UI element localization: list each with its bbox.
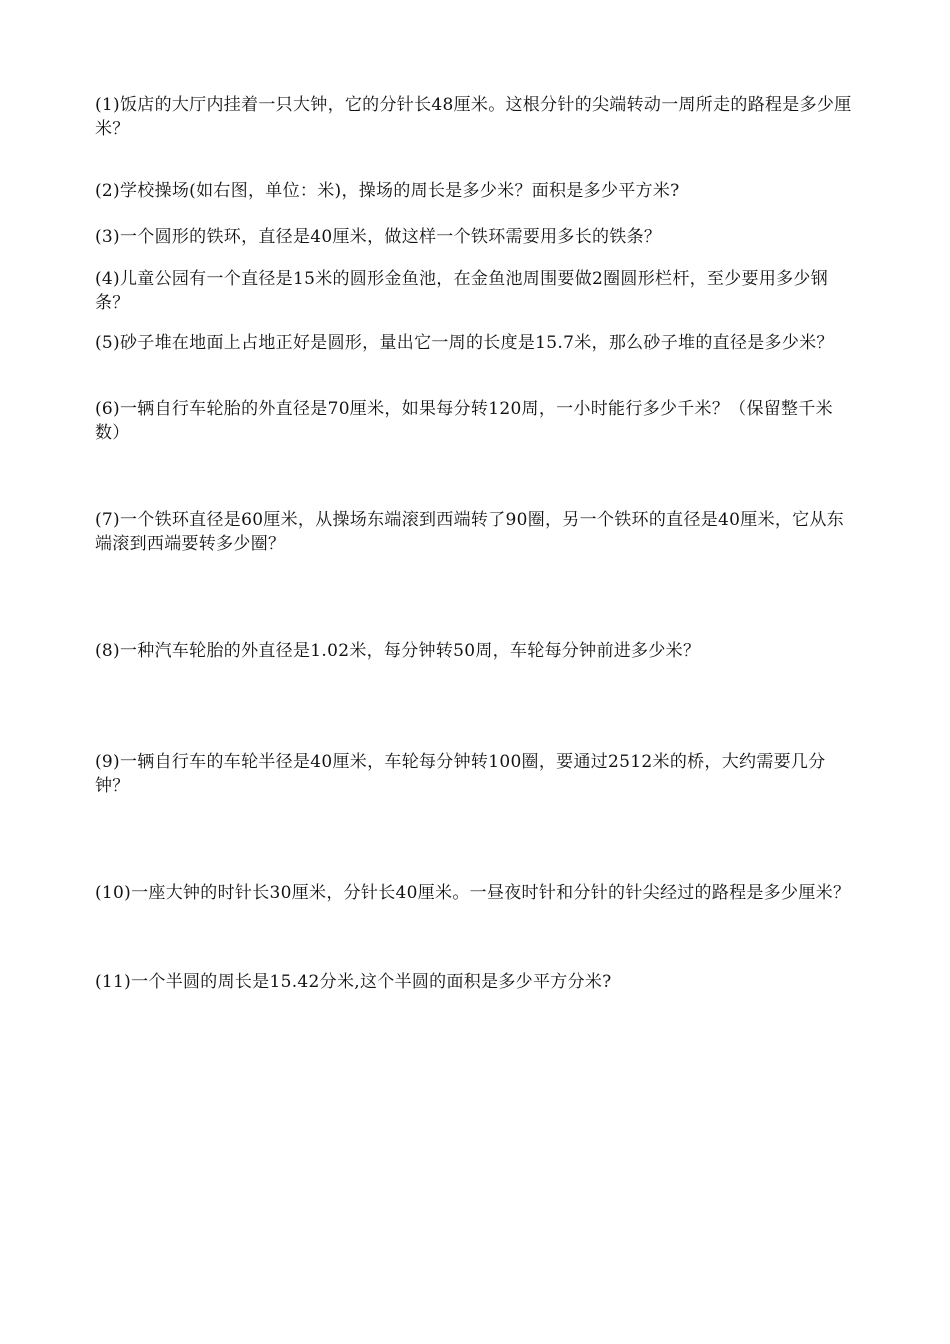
question-6: (6)一辆自行车轮胎的外直径是70厘米，如果每分转120周，一小时能行多少千米？（保留整千米数） xyxy=(95,399,833,443)
question-4: (4)儿童公园有一个直径是15米的圆形金鱼池，在金鱼池周围要做2圈圆形栏杆，至少要用多少钢条？ xyxy=(95,269,829,313)
question-2: (2)学校操场(如右图，单位：米)，操场的周长是多少米？面积是多少平方米? xyxy=(95,181,680,201)
question-8: (8)一种汽车轮胎的外直径是1.02米，每分钟转50周，车轮每分钟前进多少米？ xyxy=(95,641,701,661)
question-7: (7)一个铁环直径是60厘米，从操场东端滚到西端转了90圈，另一个铁环的直径是40厘米，它从东端滚到西端要转多少圈？ xyxy=(95,510,845,554)
question-5: (5)砂子堆在地面上占地正好是圆形，量出它一周的长度是15.7米，那么砂子堆的直径是多少米？ xyxy=(95,333,834,353)
question-1: (1)饭店的大厅内挂着一只大钟，它的分针长48厘米。这根分针的尖端转动一周所走的路程是多少厘米？ xyxy=(95,95,852,139)
question-11: (11)一个半圆的周长是15.42分米,这个半圆的面积是多少平方分米? xyxy=(95,972,612,992)
question-9: (9)一辆自行车的车轮半径是40厘米，车轮每分钟转100圈，要通过2512米的桥，大约需要几分钟？ xyxy=(95,752,826,796)
question-3: (3)一个圆形的铁环，直径是40厘米，做这样一个铁环需要用多长的铁条？ xyxy=(95,227,662,247)
question-10: (10)一座大钟的时针长30厘米，分针长40厘米。一昼夜时针和分针的针尖经过的路程是多少厘米？ xyxy=(95,883,851,903)
